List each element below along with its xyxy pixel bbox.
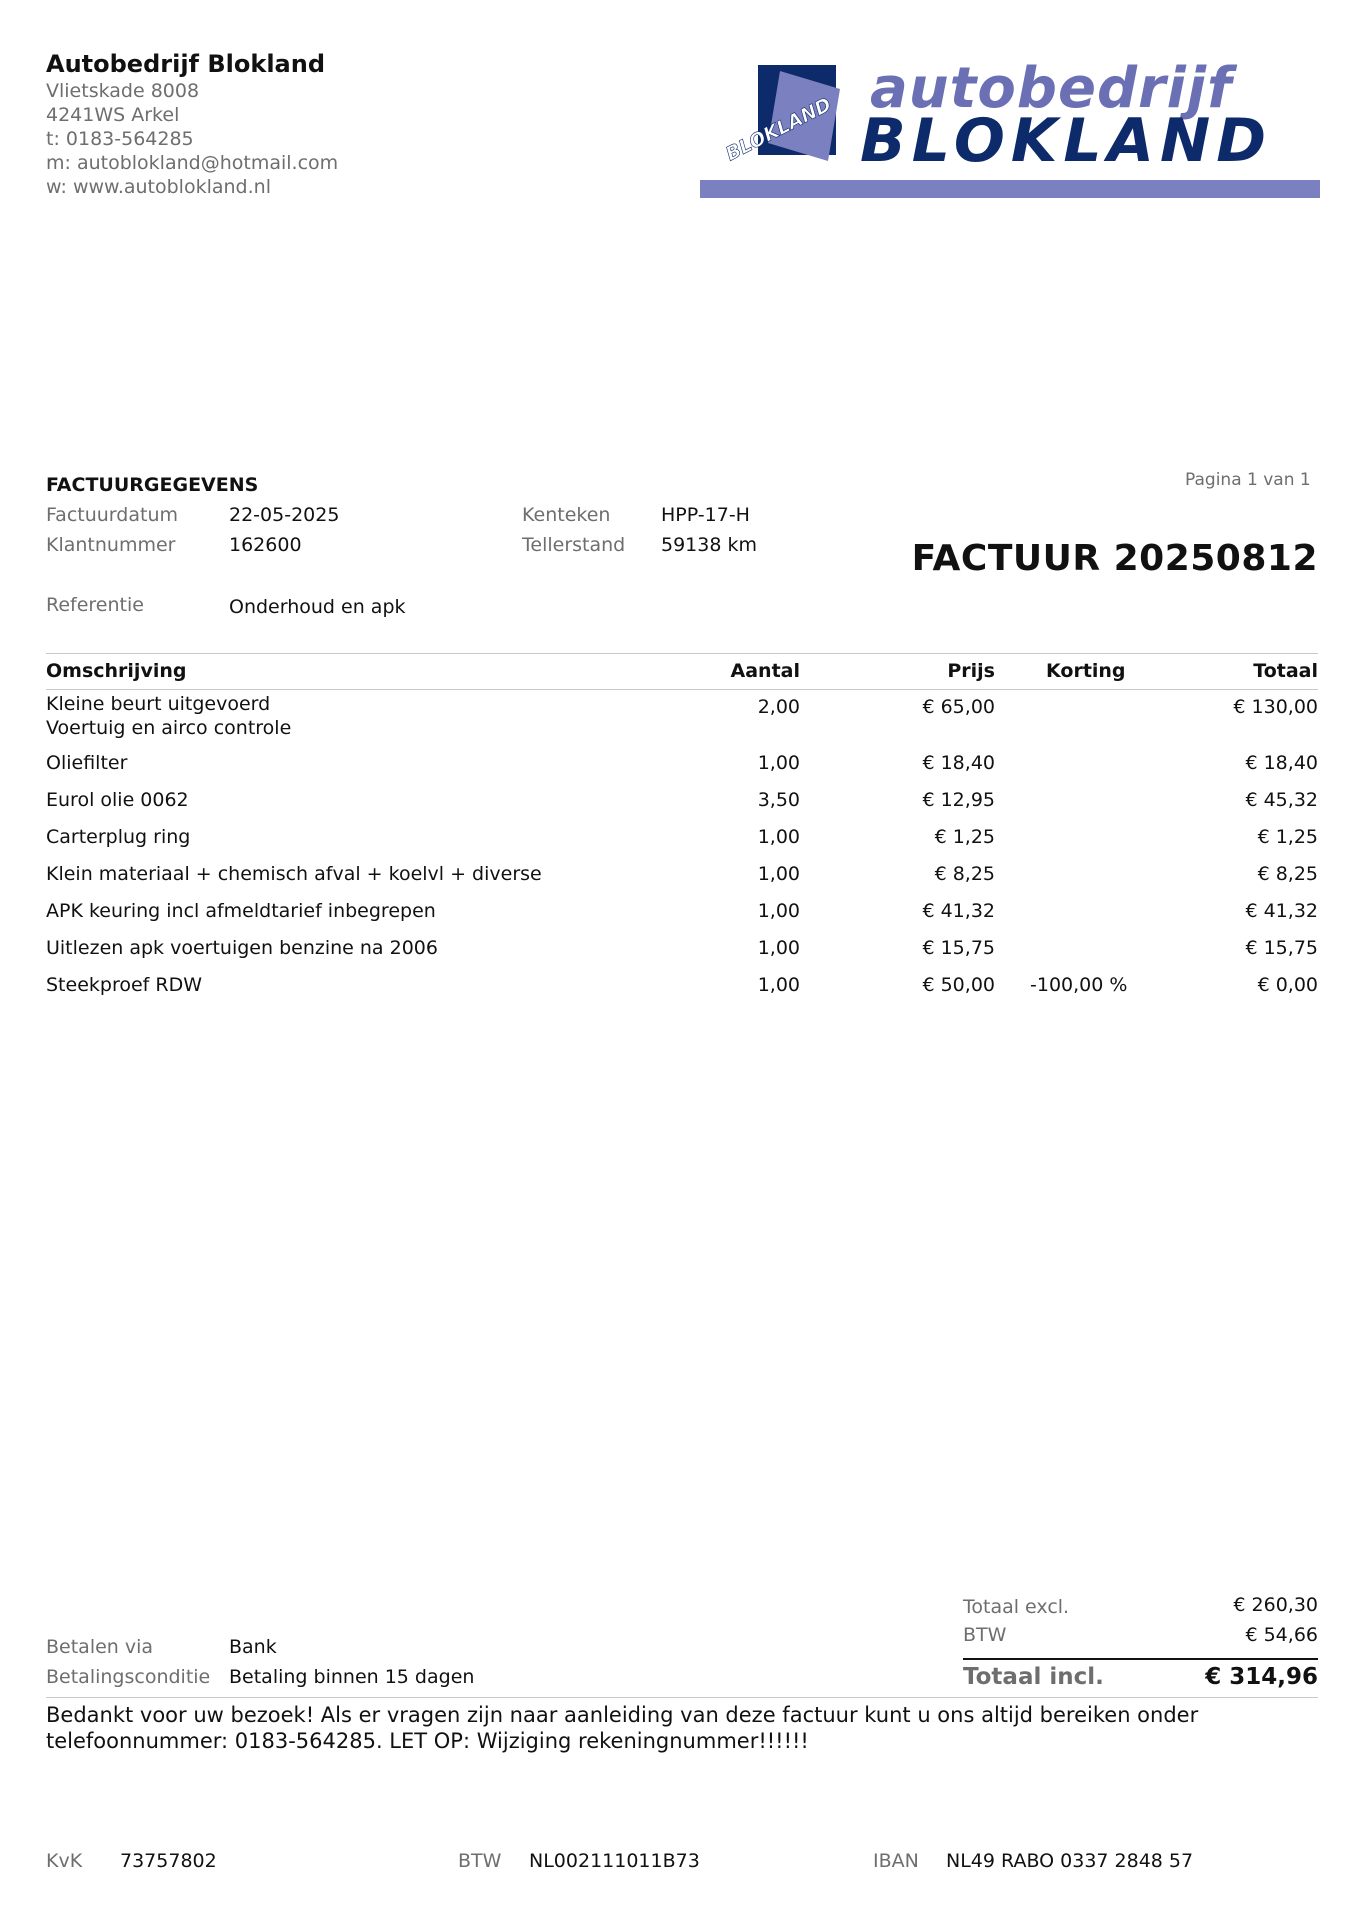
tellerstand-value: 59138 km xyxy=(661,534,757,556)
table-divider-top xyxy=(46,653,1318,654)
factuurdatum-value: 22-05-2025 xyxy=(229,504,340,526)
total-excl-value: € 260,30 xyxy=(1233,1594,1318,1616)
totals-divider xyxy=(963,1658,1318,1660)
iban-value: NL49 RABO 0337 2848 57 xyxy=(946,1850,1194,1872)
table-divider-header xyxy=(46,689,1318,690)
row-6-price: € 41,32 xyxy=(922,900,995,922)
klantnummer-label: Klantnummer xyxy=(46,534,176,556)
total-incl-label: Totaal incl. xyxy=(963,1664,1104,1690)
row-1-quantity: 2,00 xyxy=(757,696,800,718)
thank-you-message: Bedankt voor uw bezoek! Als er vragen zijn naar aanleiding van deze factuur kunt u ons altijd bereiken onder telefoonnummer: 0183-564285. LET OP: Wijziging rekeningnummer!!!!!! xyxy=(46,1703,1199,1753)
row-4-description: Carterplug ring xyxy=(46,826,191,848)
row-2-price: € 18,40 xyxy=(922,752,995,774)
footer-btw-label: BTW xyxy=(458,1850,502,1872)
factuurdatum-label: Factuurdatum xyxy=(46,504,178,526)
row-2-quantity: 1,00 xyxy=(757,752,800,774)
company-name: Autobedrijf Blokland xyxy=(46,50,325,78)
row-6-total: € 41,32 xyxy=(1245,900,1318,922)
row-8-total: € 0,00 xyxy=(1257,974,1318,996)
column-header-omschrijving: Omschrijving xyxy=(46,660,187,682)
row-6-quantity: 1,00 xyxy=(757,900,800,922)
row-5-price: € 8,25 xyxy=(934,863,995,885)
row-8-discount: -100,00 % xyxy=(1030,974,1128,996)
logo-text-top: autobedrijf xyxy=(870,56,1233,121)
payment-condition-label: Betalingsconditie xyxy=(46,1666,211,1688)
row-3-price: € 12,95 xyxy=(922,789,995,811)
section-title: FACTUURGEGEVENS xyxy=(46,474,259,496)
row-4-price: € 1,25 xyxy=(934,826,995,848)
row-1-description: Kleine beurt uitgevoerd xyxy=(46,693,271,715)
company-city: 4241WS Arkel xyxy=(46,104,180,126)
kvk-value: 73757802 xyxy=(120,1850,217,1872)
row-3-description: Eurol olie 0062 xyxy=(46,789,189,811)
logo-text-bottom: BLOKLAND xyxy=(860,106,1273,176)
row-5-description: Klein materiaal + chemisch afval + koelvl + diverse xyxy=(46,863,542,885)
row-7-total: € 15,75 xyxy=(1245,937,1318,959)
referentie-value: Onderhoud en apk xyxy=(229,596,406,618)
referentie-label: Referentie xyxy=(46,594,144,616)
row-5-total: € 8,25 xyxy=(1257,863,1318,885)
kenteken-value: HPP-17-H xyxy=(661,504,750,526)
payment-condition-value: Betaling binnen 15 dagen xyxy=(229,1666,475,1688)
total-incl-value: € 314,96 xyxy=(1205,1664,1318,1690)
page-indicator: Pagina 1 van 1 xyxy=(1185,470,1311,490)
row-1-price: € 65,00 xyxy=(922,696,995,718)
row-8-price: € 50,00 xyxy=(922,974,995,996)
payment-method-value: Bank xyxy=(229,1636,277,1658)
logo-bar xyxy=(700,180,1320,198)
kenteken-label: Kenteken xyxy=(522,504,611,526)
klantnummer-value: 162600 xyxy=(229,534,302,556)
row-1-description-line2: Voertuig en airco controle xyxy=(46,717,292,739)
payment-method-label: Betalen via xyxy=(46,1636,154,1658)
row-6-description: APK keuring incl afmeldtarief inbegrepen xyxy=(46,900,436,922)
kvk-label: KvK xyxy=(46,1850,83,1872)
iban-label: IBAN xyxy=(873,1850,919,1872)
tellerstand-label: Tellerstand xyxy=(522,534,626,556)
row-3-total: € 45,32 xyxy=(1245,789,1318,811)
company-street: Vlietskade 8008 xyxy=(46,80,200,102)
row-7-price: € 15,75 xyxy=(922,937,995,959)
total-btw-value: € 54,66 xyxy=(1245,1624,1318,1646)
row-7-description: Uitlezen apk voertuigen benzine na 2006 xyxy=(46,937,438,959)
row-5-quantity: 1,00 xyxy=(757,863,800,885)
row-8-description: Steekproef RDW xyxy=(46,974,203,996)
total-btw-label: BTW xyxy=(963,1624,1007,1646)
invoice-title: FACTUUR 20250812 xyxy=(911,538,1318,579)
row-3-quantity: 3,50 xyxy=(757,789,800,811)
row-1-total: € 130,00 xyxy=(1233,696,1318,718)
column-header-aantal: Aantal xyxy=(730,660,800,682)
row-2-total: € 18,40 xyxy=(1245,752,1318,774)
row-4-quantity: 1,00 xyxy=(757,826,800,848)
total-excl-label: Totaal excl. xyxy=(963,1596,1070,1618)
thanks-divider xyxy=(46,1697,1318,1698)
row-8-quantity: 1,00 xyxy=(757,974,800,996)
column-header-totaal: Totaal xyxy=(1253,660,1318,682)
row-4-total: € 1,25 xyxy=(1257,826,1318,848)
row-7-quantity: 1,00 xyxy=(757,937,800,959)
column-header-prijs: Prijs xyxy=(947,660,995,682)
logo-badge-icon xyxy=(720,65,860,175)
footer-btw-value: NL002111011B73 xyxy=(529,1850,700,1872)
company-phone: t: 0183-564285 xyxy=(46,128,194,150)
column-header-korting: Korting xyxy=(1046,660,1126,682)
company-email: m: autoblokland@hotmail.com xyxy=(46,152,339,174)
company-website: w: www.autoblokland.nl xyxy=(46,176,271,198)
row-2-description: Oliefilter xyxy=(46,752,128,774)
logo-badge-text: BLOKLAND xyxy=(722,93,835,166)
